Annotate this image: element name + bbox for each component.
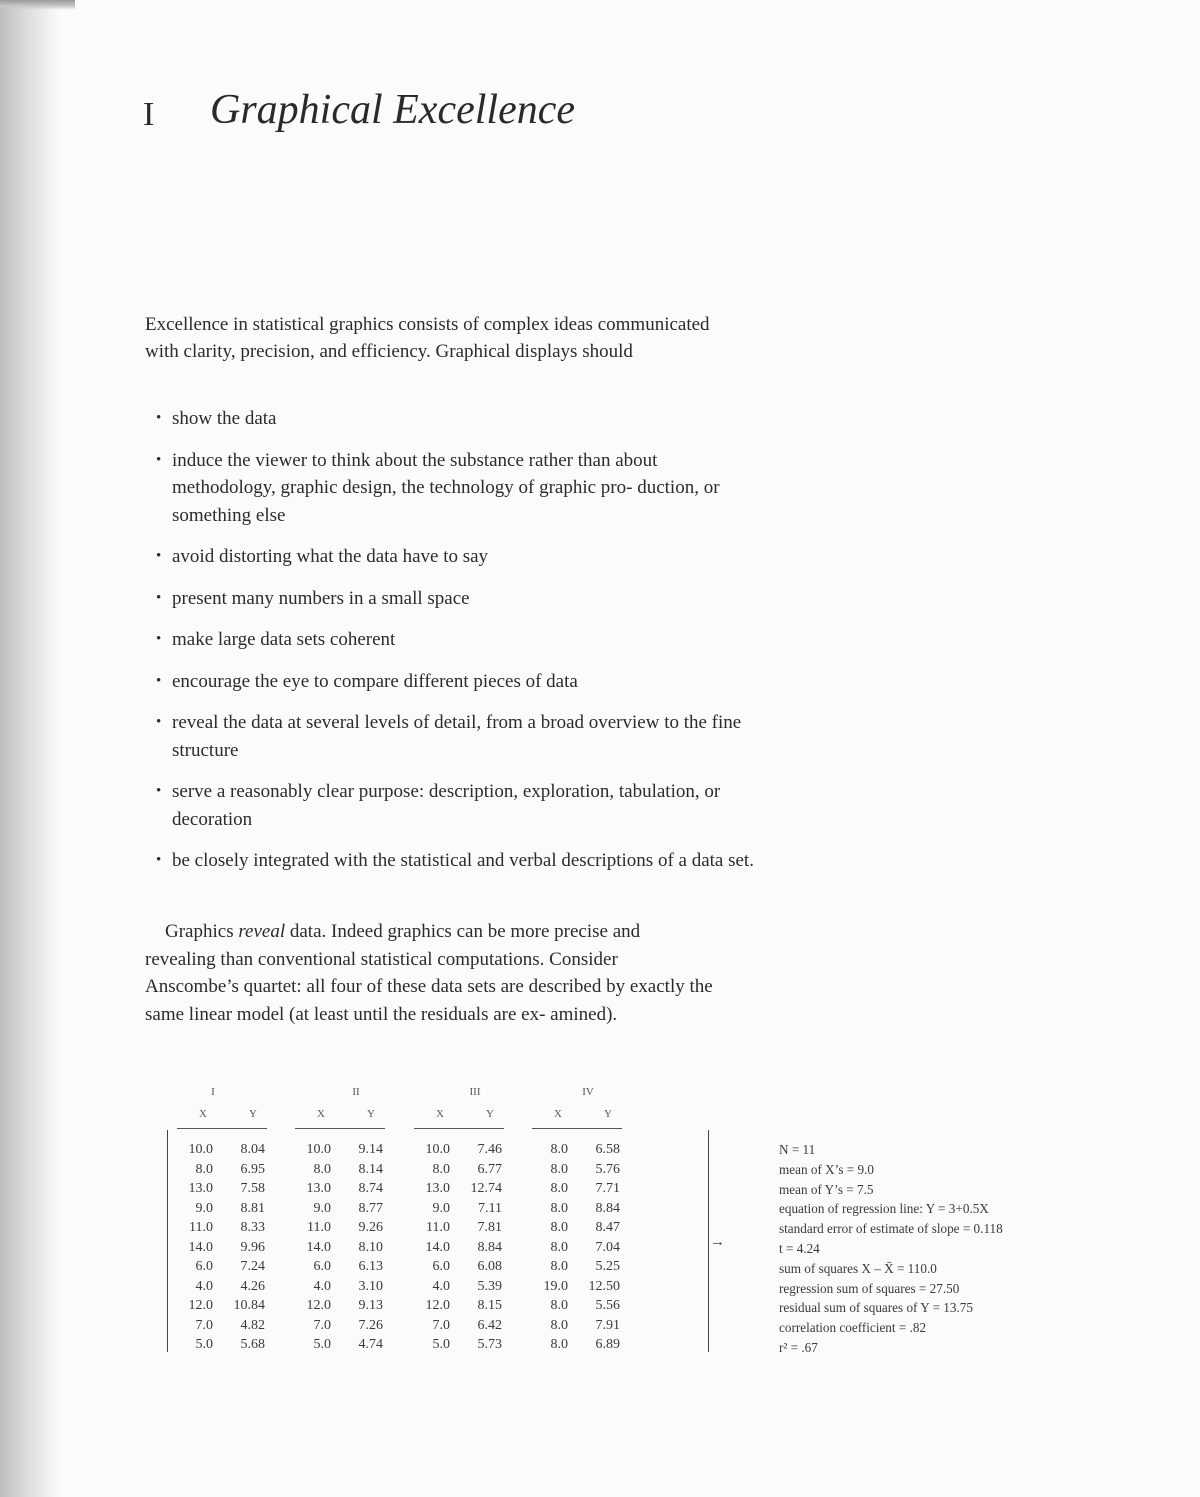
y-column-label: Y bbox=[367, 1108, 375, 1120]
table-cell: 6.95 bbox=[240, 1161, 265, 1177]
x-column-label: X bbox=[554, 1108, 562, 1120]
x-column-label: X bbox=[317, 1108, 325, 1120]
table-cell: 8.0 bbox=[550, 1200, 568, 1216]
y-values-column bbox=[219, 1140, 265, 1355]
bullet-item: • reveal the data at several levels of detail, from a broad overview to the fine structure bbox=[156, 709, 756, 764]
table-cell: 10.0 bbox=[306, 1142, 331, 1157]
table-cell: 8.10 bbox=[358, 1239, 383, 1255]
stat-line: sum of squares X – X̄ = 110.0 bbox=[779, 1260, 937, 1276]
table-cell: 5.0 bbox=[195, 1337, 213, 1352]
page-gutter-shadow bbox=[0, 0, 60, 1497]
table-cell: 8.84 bbox=[477, 1239, 502, 1255]
x-values-column bbox=[167, 1140, 213, 1355]
chapter-title: Graphical Excellence bbox=[210, 87, 575, 133]
table-cell: 7.71 bbox=[595, 1181, 620, 1196]
table-cell: 11.0 bbox=[426, 1220, 450, 1235]
table-cell: 14.0 bbox=[306, 1239, 331, 1255]
table-cell: 19.0 bbox=[543, 1278, 568, 1294]
stat-line: mean of Y’s = 7.5 bbox=[779, 1181, 874, 1197]
table-cell: 8.04 bbox=[240, 1142, 265, 1157]
table-cell: 5.39 bbox=[477, 1278, 502, 1294]
x-values-column bbox=[285, 1140, 331, 1355]
y-column-label: Y bbox=[486, 1108, 494, 1120]
table-cell: 7.0 bbox=[313, 1317, 331, 1333]
table-cell: 6.08 bbox=[477, 1259, 502, 1274]
intro-paragraph: Excellence in statistical graphics consists of complex ideas communicated with clarity, precision, and efficiency. Graphical displays should bbox=[145, 314, 710, 362]
set-label: I bbox=[211, 1086, 215, 1098]
table-cell: 4.0 bbox=[313, 1278, 331, 1294]
arrow-icon: → bbox=[710, 1234, 725, 1250]
table-cell: 14.0 bbox=[188, 1239, 213, 1255]
table-cell: 8.0 bbox=[550, 1142, 568, 1157]
table-cell: 8.84 bbox=[595, 1200, 620, 1216]
table-cell: 8.0 bbox=[550, 1220, 568, 1235]
table-cell: 3.10 bbox=[358, 1278, 383, 1294]
right-bracket bbox=[702, 1130, 709, 1352]
table-cell: 13.0 bbox=[188, 1181, 213, 1196]
table-cell: 12.50 bbox=[588, 1278, 620, 1294]
table-cell: 7.24 bbox=[240, 1259, 265, 1274]
table-cell: 5.0 bbox=[432, 1337, 450, 1352]
table-cell: 4.26 bbox=[240, 1278, 265, 1294]
table-cell: 11.0 bbox=[307, 1220, 331, 1235]
table-cell: 6.42 bbox=[477, 1317, 502, 1333]
table-cell: 9.0 bbox=[313, 1200, 331, 1216]
table-cell: 11.0 bbox=[189, 1220, 213, 1235]
table-cell: 5.68 bbox=[240, 1337, 265, 1352]
stat-line: standard error of estimate of slope = 0.118 bbox=[779, 1221, 1003, 1237]
set-label: IV bbox=[582, 1086, 594, 1098]
table-cell: 7.91 bbox=[595, 1317, 620, 1333]
table-cell: 6.13 bbox=[358, 1259, 383, 1274]
table-cell: 8.0 bbox=[550, 1181, 568, 1196]
table-cell: 9.26 bbox=[358, 1220, 383, 1235]
table-cell: 8.14 bbox=[358, 1161, 383, 1177]
table-cell: 7.58 bbox=[240, 1181, 265, 1196]
stat-line: N = 11 bbox=[779, 1142, 816, 1157]
stat-line: r² = .67 bbox=[779, 1339, 818, 1355]
table-cell: 10.0 bbox=[425, 1142, 450, 1157]
summary-statistics bbox=[779, 1140, 1079, 1358]
table-cell: 5.73 bbox=[477, 1337, 502, 1352]
table-cell: 8.0 bbox=[195, 1161, 213, 1177]
header-rule bbox=[414, 1128, 504, 1129]
stat-line: mean of X’s = 9.0 bbox=[779, 1161, 874, 1177]
y-column-label: Y bbox=[604, 1108, 612, 1120]
table-cell: 12.0 bbox=[188, 1298, 213, 1313]
bullet-list bbox=[156, 405, 756, 889]
table-cell: 7.0 bbox=[195, 1317, 213, 1333]
table-cell: 8.81 bbox=[240, 1200, 265, 1216]
stat-line: equation of regression line: Y = 3+0.5X bbox=[779, 1201, 989, 1217]
table-cell: 10.84 bbox=[233, 1298, 265, 1313]
table-cell: 4.82 bbox=[240, 1317, 265, 1333]
table-cell: 6.0 bbox=[195, 1259, 213, 1274]
table-cell: 8.74 bbox=[358, 1181, 383, 1196]
stat-line: correlation coefficient = .82 bbox=[779, 1320, 927, 1336]
para-emphasis: reveal bbox=[238, 921, 286, 942]
table-cell: 9.0 bbox=[432, 1200, 450, 1216]
bullet-item: • avoid distorting what the data have to say bbox=[156, 543, 756, 571]
stat-line: t = 4.24 bbox=[779, 1240, 820, 1256]
table-cell: 6.58 bbox=[595, 1142, 620, 1157]
bullet-item: • make large data sets coherent bbox=[156, 626, 756, 654]
table-cell: 8.0 bbox=[313, 1161, 331, 1177]
table-cell: 8.0 bbox=[550, 1298, 568, 1313]
table-cell: 7.81 bbox=[477, 1220, 502, 1235]
table-cell: 8.47 bbox=[595, 1220, 620, 1235]
table-cell: 10.0 bbox=[188, 1142, 213, 1157]
header-rule bbox=[295, 1128, 385, 1129]
table-cell: 8.0 bbox=[432, 1161, 450, 1177]
table-cell: 7.46 bbox=[477, 1142, 502, 1157]
table-cell: 4.0 bbox=[195, 1278, 213, 1294]
bullet-item: • be closely integrated with the statistical and verbal descriptions of a data set. bbox=[156, 847, 756, 875]
x-values-column bbox=[404, 1140, 450, 1355]
table-cell: 9.13 bbox=[358, 1298, 383, 1313]
bullet-item: • present many numbers in a small space bbox=[156, 585, 756, 613]
stat-line: residual sum of squares of Y = 13.75 bbox=[779, 1300, 973, 1316]
para-text-before: Graphics bbox=[165, 921, 239, 942]
table-cell: 5.0 bbox=[313, 1337, 331, 1352]
table-cell: 5.56 bbox=[595, 1298, 620, 1313]
set-label: II bbox=[352, 1086, 360, 1098]
table-cell: 8.0 bbox=[550, 1239, 568, 1255]
table-cell: 12.0 bbox=[425, 1298, 450, 1313]
x-column-label: X bbox=[199, 1108, 207, 1120]
table-cell: 6.0 bbox=[432, 1259, 450, 1274]
header-rule bbox=[177, 1128, 267, 1129]
table-cell: 6.89 bbox=[595, 1337, 620, 1352]
table-cell: 8.33 bbox=[240, 1220, 265, 1235]
x-values-column bbox=[522, 1140, 568, 1355]
scan-edge-mark bbox=[0, 0, 75, 10]
table-cell: 7.11 bbox=[478, 1200, 502, 1216]
x-column-label: X bbox=[436, 1108, 444, 1120]
stat-line: regression sum of squares = 27.50 bbox=[779, 1280, 960, 1296]
table-cell: 6.0 bbox=[313, 1259, 331, 1274]
table-cell: 8.0 bbox=[550, 1337, 568, 1352]
table-cell: 5.76 bbox=[595, 1161, 620, 1177]
anscombe-paragraph bbox=[145, 918, 715, 1028]
table-cell: 8.77 bbox=[358, 1200, 383, 1216]
bullet-item: • encourage the eye to compare different pieces of data bbox=[156, 668, 756, 696]
table-cell: 4.74 bbox=[358, 1337, 383, 1352]
para-text-after: data. Indeed graphics can be more precise and revealing than conventional statistical computations. Consider Anscombe’s quartet: all four of these data sets are described by exactly the same linear model (at least until the residuals are ex- amined). bbox=[145, 921, 713, 1025]
anscombe-quartet-table bbox=[165, 1086, 725, 1356]
bullet-item: • show the data bbox=[156, 405, 756, 433]
table-cell: 7.26 bbox=[358, 1317, 383, 1333]
table-cell: 9.0 bbox=[195, 1200, 213, 1216]
y-column-label: Y bbox=[249, 1108, 257, 1120]
table-cell: 8.0 bbox=[550, 1259, 568, 1274]
chapter-number: I bbox=[143, 96, 156, 133]
table-cell: 7.04 bbox=[595, 1239, 620, 1255]
table-cell: 14.0 bbox=[425, 1239, 450, 1255]
table-cell: 8.0 bbox=[550, 1161, 568, 1177]
table-cell: 9.14 bbox=[358, 1142, 383, 1157]
y-values-column bbox=[574, 1140, 620, 1355]
bullet-item: • induce the viewer to think about the substance rather than about methodology, graphic design, the technology of graphic pro- duction, or something else bbox=[156, 447, 756, 530]
set-label: III bbox=[469, 1086, 481, 1098]
table-cell: 7.0 bbox=[432, 1317, 450, 1333]
table-cell: 5.25 bbox=[595, 1259, 620, 1274]
table-cell: 4.0 bbox=[432, 1278, 450, 1294]
bullet-item: • serve a reasonably clear purpose: description, exploration, tabulation, or decoration bbox=[156, 778, 756, 833]
table-cell: 13.0 bbox=[306, 1181, 331, 1196]
header-rule bbox=[532, 1128, 622, 1129]
table-cell: 9.96 bbox=[240, 1239, 265, 1255]
y-values-column bbox=[337, 1140, 383, 1355]
table-cell: 8.15 bbox=[477, 1298, 502, 1313]
table-cell: 13.0 bbox=[425, 1181, 450, 1196]
table-cell: 8.0 bbox=[550, 1317, 568, 1333]
table-cell: 12.0 bbox=[306, 1298, 331, 1313]
table-cell: 6.77 bbox=[477, 1161, 502, 1177]
y-values-column bbox=[456, 1140, 502, 1355]
table-cell: 12.74 bbox=[470, 1181, 502, 1196]
